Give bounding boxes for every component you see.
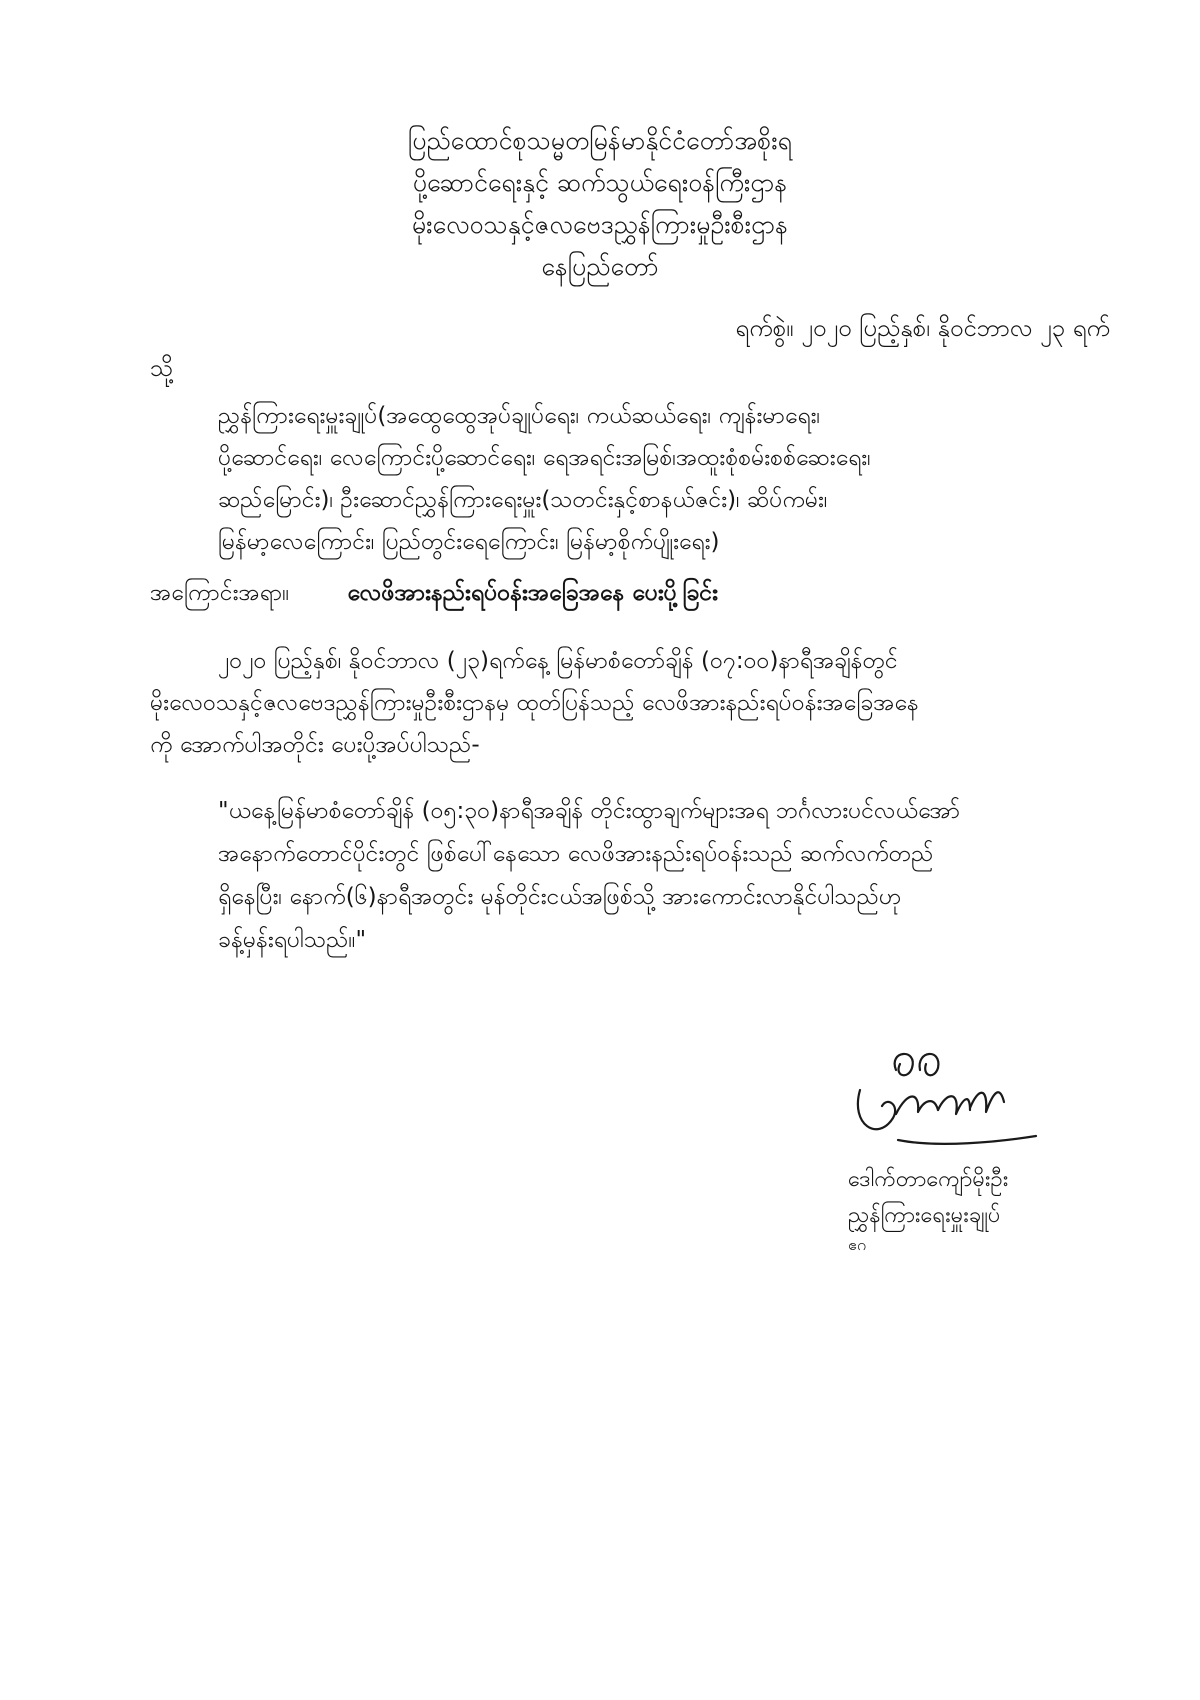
signatory-block	[848, 1162, 1008, 1256]
quoted-bulletin	[218, 790, 1108, 962]
letterhead	[0, 120, 1200, 288]
government-name: ပြည်ထောင်စုသမ္မတမြန်မာနိုင်ငံတော်အစိုးရ	[408, 126, 792, 155]
recipient-line: ညွှန်ကြားရေးမှူးချုပ်(အထွေထွေအုပ်ချုပ်ရေး၊ ကယ်ဆယ်ရေး၊ ကျန်းမာရေး၊	[218, 403, 821, 429]
recipient-list	[218, 395, 1098, 563]
to-label: သို့	[150, 354, 174, 382]
department-name: မိုးလေဝသနှင့်ဇလဗေဒညွှန်ကြားမှုဦးစီးဌာန	[411, 210, 789, 239]
body-line: မိုးလေဝသနှင့်ဇလဗေဒညွှန်ကြားမှုဦးစီးဌာနမှ ထုတ်ပြန်သည့် လေဖိအားနည်းရပ်ဝန်းအခြေအနေ	[150, 690, 919, 716]
city-name: နေပြည်တော်	[541, 252, 659, 281]
date-line: ရက်စွဲ။ ၂၀၂၀ ပြည့်နှစ်၊ နိုဝင်ဘာလ ၂၃ ရက်	[735, 314, 1110, 342]
subject-label: အကြောင်းအရာ။	[150, 580, 290, 606]
signatory-title: ညွှန်ကြားရေးမှူးချုပ်	[848, 1203, 1001, 1228]
signatory-name: ဒေါက်တာကျော်မိုးဦး	[848, 1167, 1009, 1192]
recipient-line: ပို့ဆောင်ရေး၊ လေကြောင်းပို့ဆောင်ရေး၊ ရေအရင်းအမြစ်၊အထူးစုံစမ်းစစ်ဆေးရေး၊	[218, 445, 871, 471]
recipient-line: မြန်မာ့လေကြောင်း၊ ပြည်တွင်းရေကြောင်း၊ မြန်မာ့စိုက်ပျိုးရေး)	[218, 529, 720, 555]
quote-line: အနောက်တောင်ပိုင်းတွင် ဖြစ်ပေါ်နေသော လေဖိအားနည်းရပ်ဝန်းသည် ဆက်လက်တည်	[218, 841, 934, 867]
body-line: ကို အောက်ပါအတိုင်း ပေးပို့အပ်ပါသည်-	[150, 732, 480, 758]
ministry-name: ပို့ဆောင်ရေးနှင့် ဆက်သွယ်ရေးဝန်ကြီးဌာန	[412, 168, 788, 197]
subject-text: လေဖိအားနည်းရပ်ဝန်းအခြေအနေ ပေးပို့ခြင်း	[347, 580, 719, 606]
handwritten-signature	[838, 1030, 1038, 1160]
quote-line: ခန့်မှန်းရပါသည်။"	[218, 927, 367, 953]
body-line: ၂၀၂၀ ပြည့်နှစ်၊ နိုဝင်ဘာလ (၂၃)ရက်နေ့ မြန်မာစံတော်ချိန် (၀၇:၀၀)နာရီအချိန်တွင်	[218, 648, 898, 674]
subject-line	[150, 578, 718, 612]
signatory-note: ဧဂ	[848, 1235, 867, 1254]
body-paragraph	[150, 640, 1110, 766]
recipient-line: ဆည်မြောင်း)၊ ဦးဆောင်ညွှန်ကြားရေးမှူး(သတင်းနှင့်စာနယ်ဇင်း)၊ ဆိပ်ကမ်း၊	[218, 487, 828, 513]
quote-line: "ယနေ့မြန်မာစံတော်ချိန် (၀၅:၃၀)နာရီအချိန် တိုင်းထွာချက်များအရ ဘင်္ဂလားပင်လယ်အော်	[218, 798, 961, 824]
quote-line: ရှိနေပြီး၊ နောက်(၆)နာရီအတွင်း မုန်တိုင်းငယ်အဖြစ်သို့ အားကောင်းလာနိုင်ပါသည်ဟု	[218, 884, 902, 910]
